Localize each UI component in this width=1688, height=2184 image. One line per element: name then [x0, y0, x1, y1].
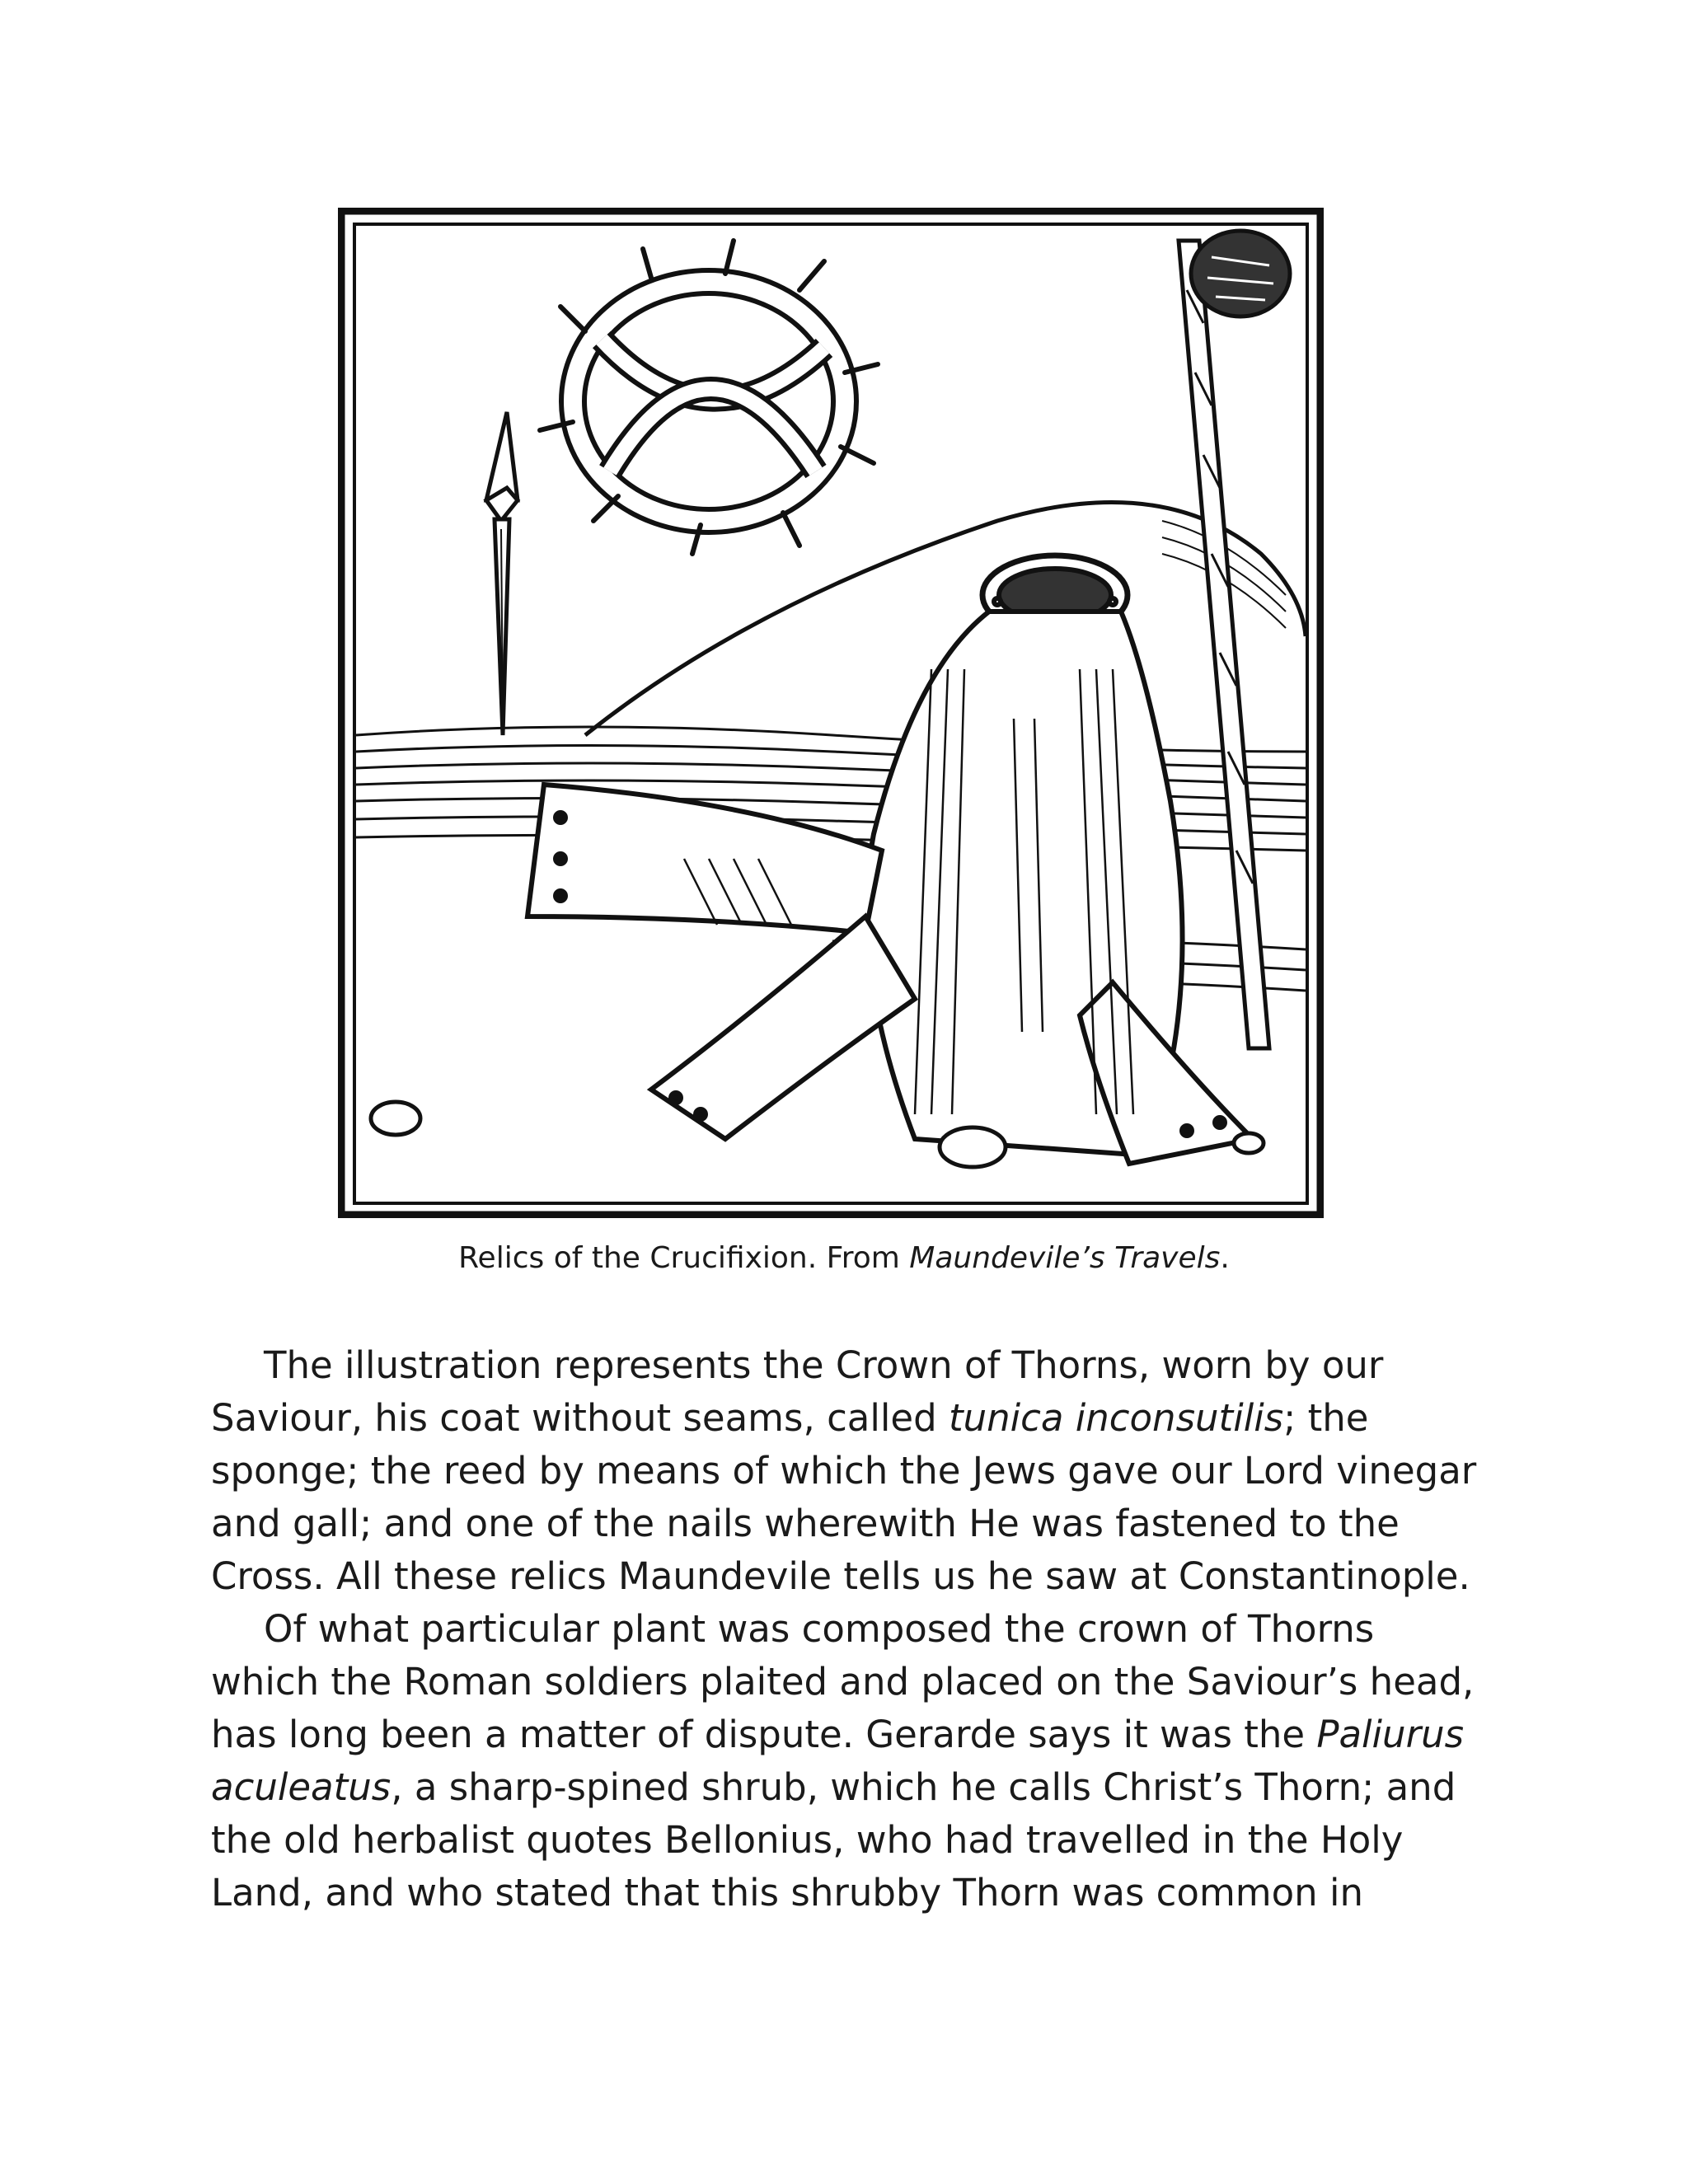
text-run: ; the	[1283, 1396, 1369, 1440]
paragraph-1-line-1: The illustration represents the Crown of Thorns, worn by our	[264, 1343, 1384, 1387]
reed-with-sponge	[1179, 231, 1290, 1048]
text-run: , a sharp-spined shrub, which he calls Christ’s Thorn; and	[391, 1765, 1456, 1809]
paragraph-1-line-4: and gall; and one of the nails wherewith He was fastened to the	[211, 1502, 1400, 1545]
text-run: has long been a matter of dispute. Gerarde says it was the	[211, 1713, 1317, 1756]
woodcut-drawing	[338, 208, 1324, 1218]
paragraph-2-line-5: the old herbalist quotes Bellonius, who had travelled in the Holy	[211, 1818, 1404, 1862]
sponge	[1191, 231, 1290, 316]
italic-term: tunica inconsutilis	[948, 1396, 1284, 1440]
italic-term: aculeatus	[211, 1765, 392, 1809]
paragraph-2-line-1: Of what particular plant was composed the crown of Thorns	[264, 1607, 1375, 1651]
body-text	[211, 1339, 1497, 1919]
italic-term: Paliurus	[1316, 1713, 1465, 1756]
caption-book-title: Maundevile’s Travels	[909, 1241, 1221, 1275]
paragraph-2	[211, 1603, 1497, 1919]
paragraph-2-line-2: which the Roman soldiers plaited and placed on the Saviour’s head,	[211, 1660, 1475, 1704]
nail-relic	[486, 412, 518, 735]
woodcut-illustration	[338, 208, 1324, 1218]
caption-period: .	[1220, 1241, 1230, 1275]
paragraph-2-line-3	[211, 1708, 1497, 1761]
paragraph-1-line-3: sponge; the reed by means of which the Jews gave our Lord vinegar	[211, 1449, 1477, 1493]
paragraph-2-line-4	[211, 1761, 1497, 1814]
figure-caption	[0, 1238, 1688, 1279]
seamless-coat	[528, 555, 1253, 1164]
crown-of-thorns	[540, 241, 878, 554]
paragraph-2-line-6: Land, and who stated that this shrubby Thorn was common in	[211, 1871, 1364, 1915]
paragraph-1-line-5: Cross. All these relics Maundevile tells us he saw at Constantinople.	[211, 1554, 1470, 1598]
paragraph-1	[211, 1339, 1497, 1603]
paragraph-1-line-2	[211, 1392, 1497, 1445]
caption-text: Relics of the Crucifixion. From	[458, 1241, 910, 1275]
text-run: Saviour, his coat without seams, called	[211, 1396, 949, 1440]
